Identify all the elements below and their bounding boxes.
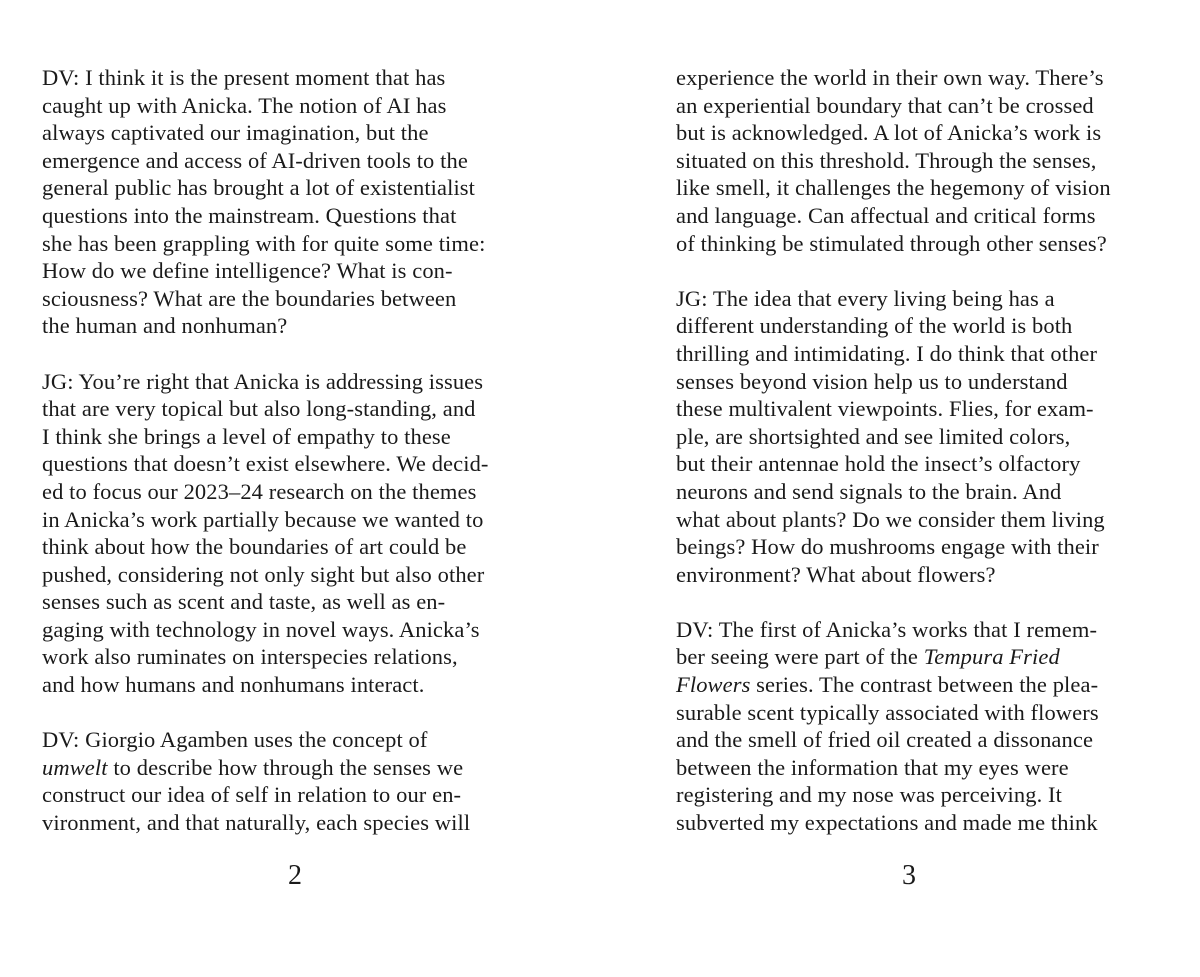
text-line: work also ruminates on interspecies relations, [42, 644, 458, 670]
text-line: neurons and send signals to the brain. And [676, 478, 1062, 504]
text-line: and the smell of fried oil created a dissonance [676, 727, 1094, 753]
text-line: pushed, considering not only sight but also other [42, 561, 485, 587]
page-3-text-column [676, 64, 1142, 837]
text-line: she has been grappling with for quite some time: [42, 230, 486, 256]
text-line: questions that doesn’t exist elsewhere. We decid- [42, 451, 489, 477]
text-line: what about plants? Do we consider them living [676, 506, 1105, 532]
text-line: senses such as scent and taste, as well as en- [42, 589, 446, 615]
text-line: thrilling and intimidating. I do think that other [676, 340, 1098, 366]
text-line: umwelt to describe how through the senses we [42, 754, 464, 780]
text-line: always captivated our imagination, but the [42, 120, 429, 146]
text-line: questions into the mainstream. Questions that [42, 202, 457, 228]
text-line: ple, are shortsighted and see limited colors, [676, 423, 1071, 449]
paragraph [42, 726, 548, 836]
paragraph [676, 616, 1142, 837]
text-line: DV: The first of Anicka’s works that I remem- [676, 616, 1098, 642]
text-line: JG: You’re right that Anicka is addressing issues [42, 368, 484, 394]
text-line: subverted my expectations and made me think [676, 810, 1098, 836]
page-number-left: 2 [288, 860, 302, 891]
text-line: and how humans and nonhumans interact. [42, 672, 425, 698]
text-line: think about how the boundaries of art could be [42, 534, 467, 560]
text-line: caught up with Anicka. The notion of AI has [42, 92, 447, 118]
text-line: sciousness? What are the boundaries between [42, 285, 457, 311]
text-line: of thinking be stimulated through other senses? [676, 230, 1107, 256]
paragraph [42, 64, 548, 340]
text-line: registering and my nose was perceiving. It [676, 782, 1062, 808]
text-line: construct our idea of self in relation to our en- [42, 782, 462, 808]
text-line: like smell, it challenges the hegemony of vision [676, 175, 1111, 201]
text-line: ed to focus our 2023–24 research on the themes [42, 478, 477, 504]
text-line: DV: Giorgio Agamben uses the concept of [42, 727, 428, 753]
text-line: How do we define intelligence? What is con- [42, 258, 453, 284]
text-line: general public has brought a lot of existentialist [42, 175, 476, 201]
text-line: different understanding of the world is both [676, 313, 1073, 339]
text-line: between the information that my eyes were [676, 754, 1069, 780]
text-line: ber seeing were part of the Tempura Fried [676, 644, 1060, 670]
text-line: gaging with technology in novel ways. Anicka’s [42, 616, 480, 642]
text-line: vironment, and that naturally, each species will [42, 810, 471, 836]
text-line: but is acknowledged. A lot of Anicka’s work is [676, 120, 1102, 146]
text-line: JG: The idea that every living being has a [676, 285, 1055, 311]
text-line: environment? What about flowers? [676, 561, 996, 587]
text-line: emergence and access of AI-driven tools to the [42, 147, 468, 173]
page-number-right: 3 [902, 860, 916, 891]
text-line: these multivalent viewpoints. Flies, for exam- [676, 396, 1094, 422]
paragraph [676, 285, 1142, 589]
text-line: situated on this threshold. Through the senses, [676, 147, 1097, 173]
page-2-text-column [42, 64, 548, 837]
text-line: that are very topical but also long-standing, and [42, 396, 476, 422]
text-line: DV: I think it is the present moment that has [42, 65, 446, 90]
paragraph [42, 368, 548, 699]
paragraph [676, 64, 1142, 257]
text-line: but their antennae hold the insect’s olfactory [676, 451, 1081, 477]
text-line: senses beyond vision help us to understand [676, 368, 1068, 394]
text-line: the human and nonhuman? [42, 313, 288, 339]
text-line: experience the world in their own way. There’s [676, 65, 1104, 90]
text-line: surable scent typically associated with flowers [676, 699, 1099, 725]
text-line: in Anicka’s work partially because we wanted to [42, 506, 484, 532]
text-line: beings? How do mushrooms engage with their [676, 534, 1099, 560]
text-line: and language. Can affectual and critical forms [676, 202, 1096, 228]
text-line: Flowers series. The contrast between the plea- [676, 672, 1099, 698]
text-line: I think she brings a level of empathy to these [42, 423, 451, 449]
text-line: an experiential boundary that can’t be crossed [676, 92, 1094, 118]
